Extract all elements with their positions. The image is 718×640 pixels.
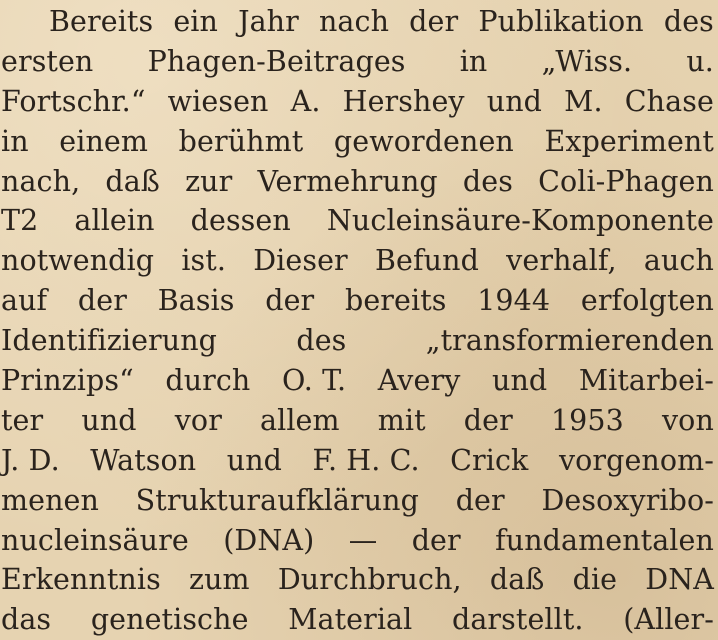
word: dessen — [190, 204, 291, 238]
word: darstellt. — [452, 603, 584, 637]
word: Publikation — [478, 5, 644, 38]
word: menen — [1, 483, 99, 517]
text-line — [1, 122, 714, 162]
word: einem — [59, 124, 149, 158]
word: des — [296, 324, 347, 358]
word: A. — [290, 84, 321, 118]
word: Basis — [157, 284, 235, 318]
word: Watson — [90, 443, 197, 477]
text-line — [1, 82, 714, 122]
word: allem — [260, 403, 340, 437]
word: Befund — [375, 244, 479, 278]
word: auf — [1, 284, 48, 318]
word: mit — [377, 403, 426, 437]
word: gewordenen — [333, 124, 514, 158]
word: des — [462, 164, 513, 198]
text-line — [1, 201, 714, 241]
text-line — [1, 600, 714, 640]
word: zur — [185, 164, 233, 198]
word: des — [663, 5, 714, 38]
word: erfolgten — [580, 284, 714, 318]
word: von — [661, 403, 714, 437]
word: F. H. C. — [312, 443, 420, 477]
word: (DNA) — [223, 523, 315, 557]
word: u. — [686, 44, 714, 78]
word: daß — [105, 164, 160, 198]
word: allein — [74, 204, 155, 238]
text-line — [1, 560, 714, 600]
text-line — [1, 281, 714, 321]
word: Hershey — [342, 84, 465, 118]
word: der — [463, 403, 513, 437]
body-paragraph — [1, 2, 714, 640]
word: T2 — [1, 204, 39, 238]
word: „transformierenden — [425, 324, 714, 358]
word: Fortschr.“ — [1, 84, 146, 118]
word: Coli-Phagen — [538, 164, 714, 198]
text-line — [1, 42, 714, 82]
text-line — [1, 321, 714, 361]
word: der — [455, 483, 505, 517]
word: ersten — [1, 44, 94, 78]
word: 1944 — [477, 284, 551, 318]
word: Dieser — [253, 244, 348, 278]
word: daß — [489, 563, 545, 597]
word: der — [77, 284, 127, 318]
word: auch — [643, 244, 714, 278]
word: ein — [173, 5, 218, 38]
word: verhalf, — [506, 244, 617, 278]
word: Prinzips“ — [1, 364, 134, 398]
word: fundamentalen — [495, 523, 714, 557]
word: und — [81, 403, 137, 437]
word: in — [1, 124, 29, 158]
text-line — [1, 2, 714, 42]
word: Material — [288, 603, 413, 637]
word: Identifizierung — [1, 324, 218, 358]
word: Desoxyribo- — [541, 483, 714, 517]
text-line — [1, 162, 714, 202]
word: genetische — [90, 603, 249, 637]
word: 1953 — [550, 403, 624, 437]
text-line — [1, 241, 714, 281]
text-line — [1, 441, 714, 481]
word: Mitarbei- — [578, 364, 714, 398]
word: Vermehrung — [257, 164, 438, 198]
word: Jahr — [238, 5, 299, 38]
word: wiesen — [167, 84, 269, 118]
word: ist. — [181, 244, 226, 278]
word: Avery — [377, 364, 461, 398]
word: Crick — [450, 443, 529, 477]
word: in — [459, 44, 488, 78]
word: Strukturaufklärung — [135, 483, 419, 517]
word: Erkenntnis — [1, 563, 161, 597]
word: der — [265, 284, 315, 318]
word: durch — [165, 364, 251, 398]
text-line — [1, 401, 714, 441]
word: und — [486, 84, 543, 118]
word: bereits — [344, 284, 447, 318]
word: zum — [188, 563, 250, 597]
word: die — [572, 563, 618, 597]
word: und — [226, 443, 283, 477]
word: vorgenom- — [558, 443, 714, 477]
word: Experiment — [544, 124, 714, 158]
word: Bereits — [49, 5, 154, 38]
word: Chase — [624, 84, 714, 118]
word: nach, — [1, 164, 81, 198]
word: DNA — [645, 563, 714, 597]
word: Durchbruch, — [277, 563, 462, 597]
word: und — [492, 364, 548, 398]
word: O. T. — [281, 364, 347, 398]
word: das — [1, 603, 52, 637]
text-line — [1, 481, 714, 521]
word: der — [411, 523, 461, 557]
word: notwendig — [1, 244, 155, 278]
word: Phagen-Beitrages — [147, 44, 406, 78]
word: „Wiss. — [541, 44, 633, 78]
word: nucleinsäure — [1, 523, 189, 557]
word: J. D. — [1, 443, 60, 477]
word: nach — [318, 5, 390, 38]
word: Nucleinsäure-Komponente — [326, 204, 714, 238]
word: berühmt — [178, 124, 304, 158]
word: ter — [1, 403, 44, 437]
word: M. — [564, 84, 603, 118]
word: der — [409, 5, 459, 38]
text-line — [1, 361, 714, 401]
word: vor — [174, 403, 222, 437]
word: (Aller- — [623, 603, 714, 637]
text-line — [1, 521, 714, 561]
word: — — [348, 523, 378, 557]
